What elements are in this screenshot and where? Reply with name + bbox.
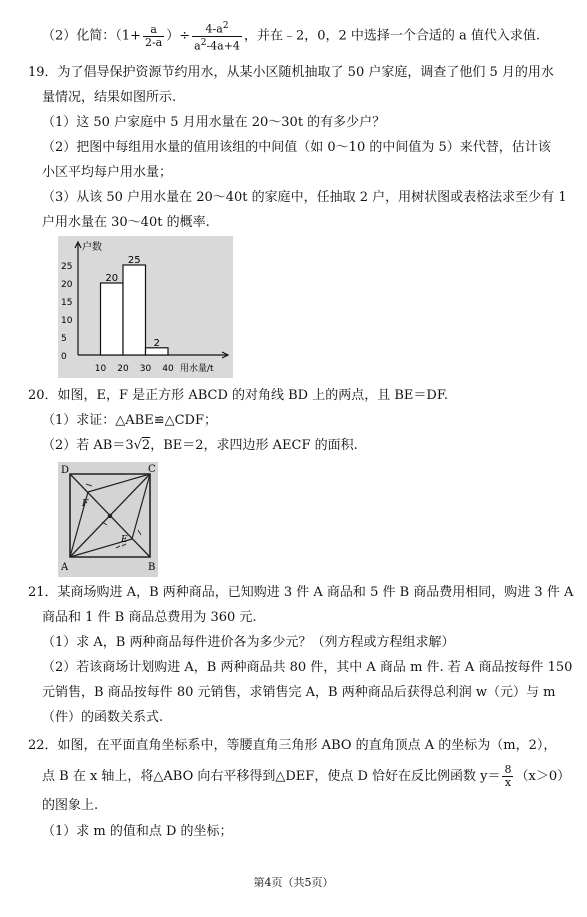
water-usage-histogram-photo (58, 236, 233, 378)
y-tick-label: 25 (61, 262, 73, 272)
q20-part2-pre: （2）若 AB＝3 (42, 438, 134, 453)
fraction-8-over-x (502, 764, 513, 789)
water-usage-histogram (58, 236, 233, 378)
sqrt-symbol: √ (133, 438, 142, 453)
q19-part2b: 小区平均每户用水量； (42, 165, 173, 180)
q18-part2-line (42, 20, 540, 52)
q21-part2c: （件）的函数关系式. (42, 710, 164, 725)
bar-data-label: 2 (153, 337, 160, 349)
y-tick-label: 10 (61, 316, 73, 326)
x-axis-label: 用水量/t (180, 364, 214, 374)
q19-line2: 量情况，结果如图所示. (42, 90, 177, 105)
fraction-numerator (192, 20, 242, 37)
label-d: D (61, 465, 70, 476)
label-c: C (148, 464, 156, 475)
label-a: A (61, 562, 69, 573)
q20-part1: （1）求证：△ABE≌△CDF； (42, 413, 217, 428)
q22-line2 (42, 764, 570, 789)
square-abcd-figure (58, 462, 158, 577)
x-tick-label: 20 (117, 364, 129, 374)
q22-line2-post: （x＞0） (515, 769, 571, 784)
q21-line2: 商品和 1 件 B 商品总费用为 360 元. (42, 610, 257, 625)
histogram-bar (146, 348, 169, 355)
sqrt-radicand: 2 (141, 438, 151, 453)
exponent: 2 (200, 37, 207, 48)
q18-part2-label: （2）化简： (42, 28, 116, 44)
fraction-4-minus-a-squared (192, 20, 242, 52)
y-axis-label: 户数 (82, 242, 102, 253)
q22-line2-pre: 点 B 在 x 轴上，将△ABO 向右平移得到△DEF，使点 D 恰好在反比例函数 y＝ (42, 769, 501, 784)
fraction-denominator (192, 37, 242, 53)
expr-open: （1+ (115, 28, 141, 44)
label-b: B (148, 562, 156, 573)
expr-divide: ）÷ (166, 28, 191, 44)
denominator-rest: -4a+4 (206, 39, 240, 53)
q20-part2-post: ，BE＝2，求四边形 AECF 的面积. (150, 438, 358, 453)
q22-part1: （1）求 m 的值和点 D 的坐标； (42, 824, 233, 839)
center-point (108, 514, 112, 518)
fraction-denominator: x (504, 776, 512, 789)
x-tick-label: 30 (139, 364, 152, 374)
exponent: 2 (222, 21, 229, 31)
q21-line1: 21．某商场购进 A，B 两种商品，已知购进 3 件 A 商品和 5 件 B 商品费用相同，购进 3 件 A (28, 585, 574, 600)
q19-part1: （1）这 50 户家庭中 5 月用水量在 20～30t 的有多少户？ (42, 115, 386, 130)
fraction-denominator: 2-a (144, 35, 163, 49)
q21-part2b: 元销售，B 商品按每件 80 元销售，求销售完 A，B 两种商品后获得总利润 w（元）与 m (42, 685, 556, 700)
page-footer: 第4页（共5页） (253, 876, 334, 889)
bar-data-label: 25 (127, 255, 141, 266)
q19-part3b: 户用水量在 30～40t 的概率. (42, 215, 210, 230)
histogram-bar (101, 283, 124, 355)
y-tick-label: 5 (61, 334, 67, 344)
q22-line3: 的图象上. (42, 798, 99, 813)
q21-part1: （1）求 A，B 两种商品每件进价各为多少元？（列方程或方程组求解） (42, 635, 455, 650)
numerator-text: 4-a (205, 22, 223, 36)
y-tick-label: 20 (61, 280, 73, 290)
q19-part2a: （2）把图中每组用水量的值用该组的中间值（如 0～10 的中间值为 5）来代替，估计该 (42, 140, 551, 155)
fraction-numerator: a (143, 24, 164, 37)
x-tick-label: 10 (94, 364, 107, 374)
q20-line1: 20．如图，E，F 是正方形 ABCD 的对角线 BD 上的两点，且 BE＝DF. (28, 388, 448, 403)
q19-part3a: （3）从该 50 户用水量在 20～40t 的家庭中，任抽取 2 户，用树状图或表格法求至少有 1 (42, 190, 567, 205)
denominator-a: a (194, 39, 201, 53)
q19-line1: 19．为了倡导保护资源节约用水，从某小区随机抽取了 50 户家庭，调查了他们 5 月的用水 (28, 65, 554, 80)
label-e: E (121, 535, 128, 545)
square-abcd-figure-photo (58, 462, 158, 577)
q20-part2 (42, 437, 358, 455)
y-tick-label: 0 (61, 352, 67, 362)
y-tick-label: 15 (61, 298, 73, 308)
bar-data-label: 20 (105, 273, 119, 284)
q21-part2a: （2）若该商场计划购进 A，B 两种商品共 80 件，其中 A 商品 m 件. 若 A 商品按每件 150 (42, 660, 573, 675)
label-f: F (82, 499, 89, 509)
x-tick-label: 40 (162, 364, 174, 374)
q22-line1: 22．如图，在平面直角坐标系中，等腰直角三角形 ABO 的直角顶点 A 的坐标为（m，2）， (28, 738, 557, 753)
fraction-a-over-2-minus-a (143, 24, 164, 49)
fraction-numerator: 8 (504, 763, 512, 776)
histogram-bar (123, 265, 146, 355)
q18-part2-tail: ，并在﹣2，0，2 中选择一个合适的 a 值代入求值. (243, 28, 541, 44)
